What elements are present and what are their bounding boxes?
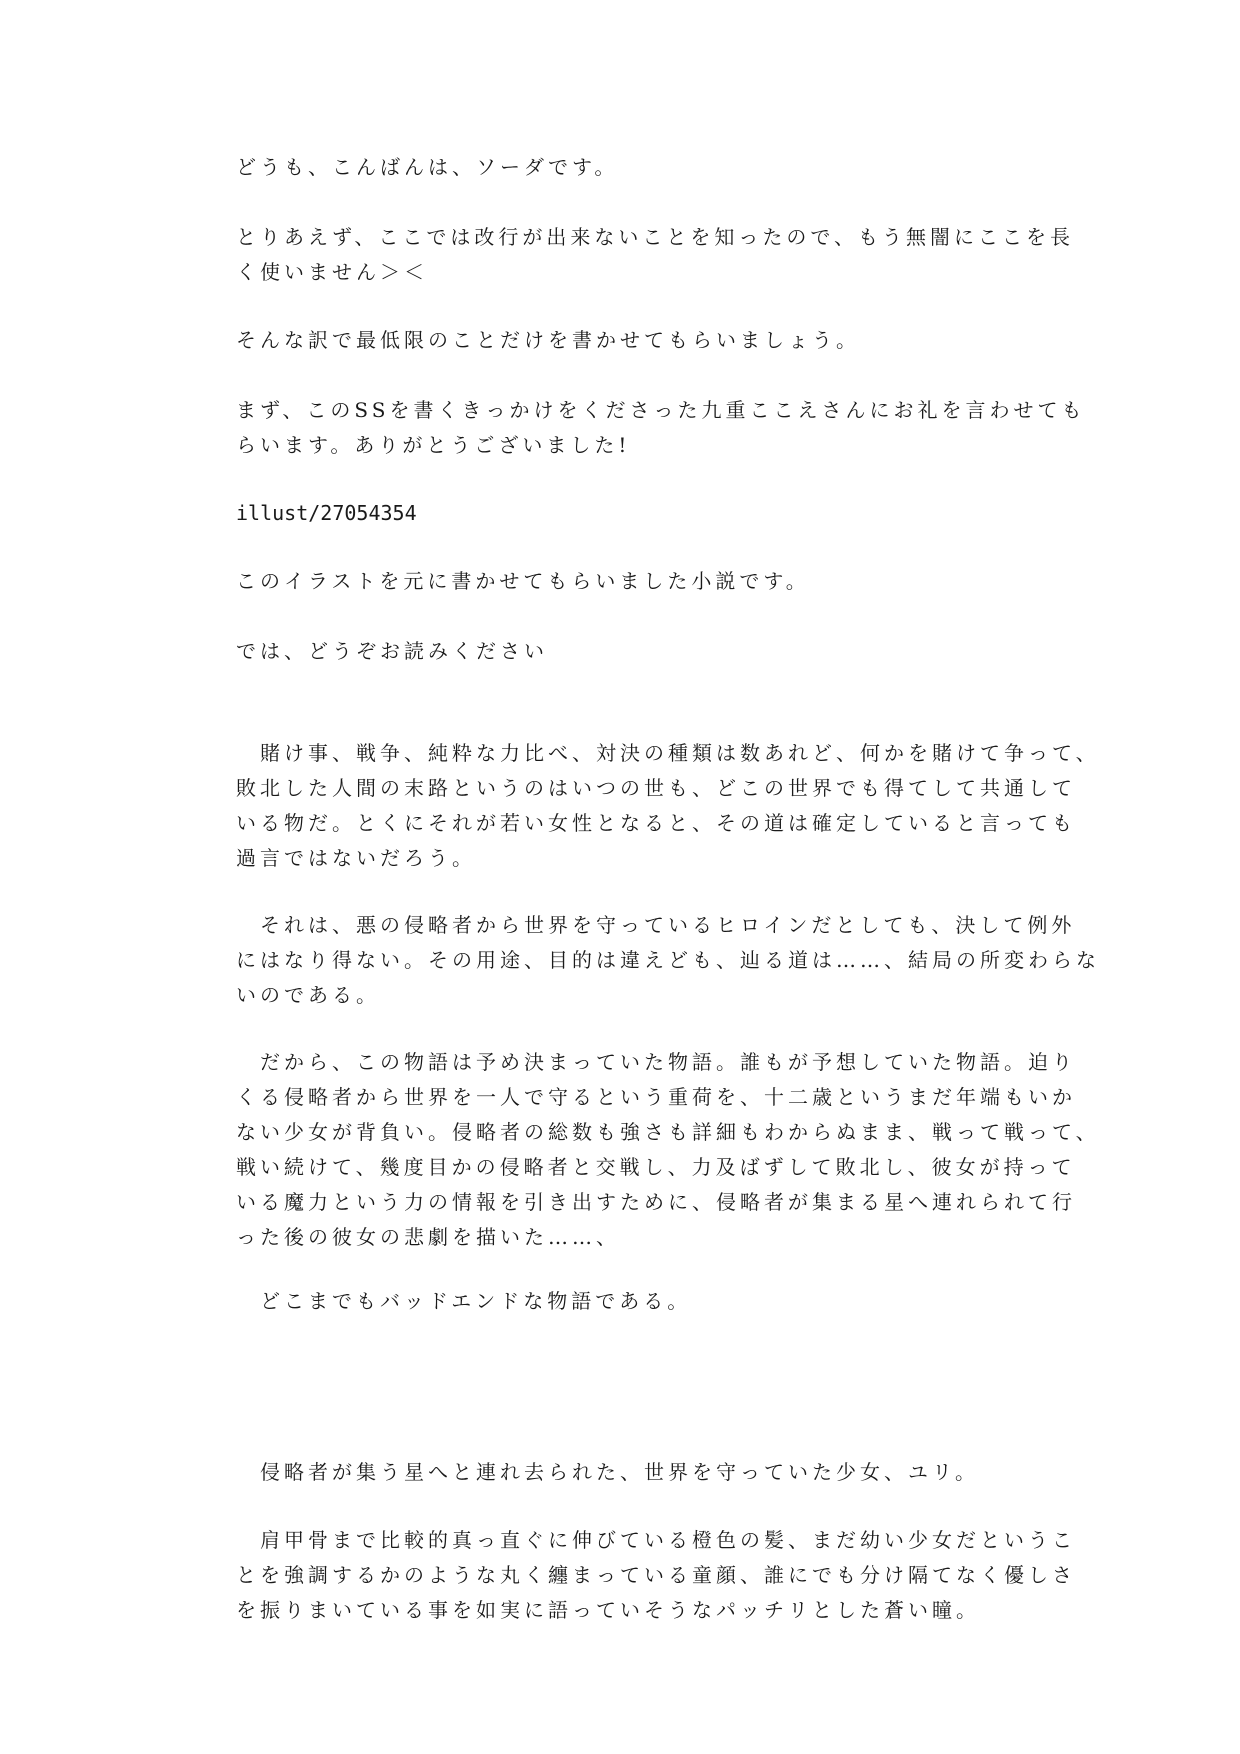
illust-reference bbox=[236, 496, 417, 531]
text-line: 肩甲骨まで比較的真っ直ぐに伸びている橙色の髪、まだ幼い少女だというこ bbox=[260, 1528, 1076, 1552]
story-paragraph-6 bbox=[236, 1523, 1076, 1628]
preface-note bbox=[236, 220, 1074, 290]
text-line: った後の彼女の悲劇を描いた……、 bbox=[236, 1225, 620, 1249]
text-line: それは、悪の侵略者から世界を守っているヒロインだとしても、決して例外 bbox=[260, 913, 1076, 937]
text-line: とを強調するかのような丸く纏まっている童顔、誰にでも分け隔てなく優しさ bbox=[236, 1563, 1076, 1587]
illust-link[interactable]: illust/27054354 bbox=[236, 501, 417, 525]
text-line: にはなり得ない。その用途、目的は違えども、辿る道は……、結局の所変わらな bbox=[236, 948, 1100, 972]
text-line: く使いません＞＜ bbox=[236, 260, 428, 284]
text-line: どこまでもバッドエンドな物語である。 bbox=[260, 1289, 692, 1313]
text-line: だから、この物語は予め決まっていた物語。誰もが予想していた物語。迫り bbox=[260, 1050, 1076, 1074]
text-line: 賭け事、戦争、純粋な力比べ、対決の種類は数あれど、何かを賭けて争って、 bbox=[260, 741, 1100, 765]
story-paragraph-5 bbox=[236, 1455, 979, 1490]
text-line: ない少女が背負い。侵略者の総数も強さも詳細もわからぬまま、戦って戦って、 bbox=[236, 1120, 1100, 1144]
text-line: 過言ではないだろう。 bbox=[236, 846, 476, 870]
text-line: そんな訳で最低限のことだけを書かせてもらいましょう。 bbox=[236, 328, 860, 352]
story-paragraph-3 bbox=[236, 1045, 1100, 1255]
text-line: では、どうぞお読みください bbox=[236, 639, 548, 663]
text-line: くる侵略者から世界を一人で守るという重荷を、十二歳というまだ年端もいか bbox=[236, 1085, 1076, 1109]
preface-based-on bbox=[236, 564, 810, 599]
text-line: このイラストを元に書かせてもらいました小説です。 bbox=[236, 569, 810, 593]
story-paragraph-2 bbox=[236, 908, 1100, 1013]
text-line: 侵略者が集う星へと連れ去られた、世界を守っていた少女、ユリ。 bbox=[260, 1460, 979, 1484]
text-line: まず、このSSを書くきっかけをくださった九重ここえさんにお礼を言わせても bbox=[236, 398, 1086, 422]
text-line: いる魔力という力の情報を引き出すために、侵略者が集まる星へ連れられて行 bbox=[236, 1190, 1076, 1214]
preface-thanks bbox=[236, 393, 1085, 463]
story-paragraph-1 bbox=[236, 736, 1100, 876]
text-line: どうも、こんばんは、ソーダです。 bbox=[236, 155, 619, 179]
text-line: を振りまいている事を如実に語っていそうなパッチリとした蒼い瞳。 bbox=[236, 1598, 980, 1622]
text-line: 戦い続けて、幾度目かの侵略者と交戦し、力及ばずして敗北し、彼女が持って bbox=[236, 1155, 1076, 1179]
text-line: らいます。ありがとうございました! bbox=[236, 433, 631, 457]
text-line: いる物だ。とくにそれが若い女性となると、その道は確定していると言っても bbox=[236, 811, 1076, 835]
story-paragraph-4 bbox=[236, 1284, 691, 1319]
text-line: いのである。 bbox=[236, 983, 380, 1007]
preface-minimum bbox=[236, 323, 860, 358]
preface-enjoy bbox=[236, 634, 548, 669]
preface-greeting bbox=[236, 150, 618, 185]
text-line: とりあえず、ここでは改行が出来ないことを知ったので、もう無闇にここを長 bbox=[236, 225, 1074, 249]
text-line: 敗北した人間の末路というのはいつの世も、どこの世界でも得てして共通して bbox=[236, 776, 1076, 800]
